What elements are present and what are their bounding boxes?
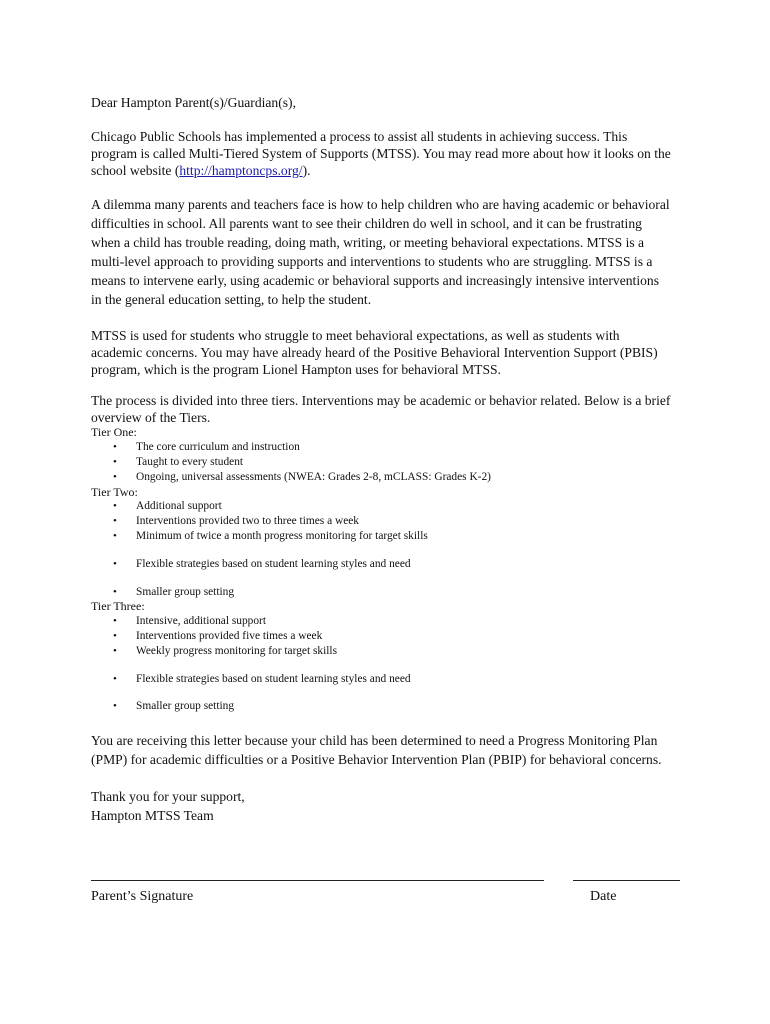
intro-text-end: ). [302, 163, 311, 178]
tier-two-label: Tier Two: [91, 485, 138, 499]
list-item: • Flexible strategies based on student learning styles and need [113, 558, 411, 570]
bullet-icon: • [113, 700, 117, 712]
bullet-icon: • [113, 471, 117, 483]
bullet-icon: • [113, 441, 117, 453]
bullet-icon: • [113, 630, 117, 642]
school-website-link[interactable]: http://hamptoncps.org/ [179, 163, 303, 178]
tier-three-label: Tier Three: [91, 599, 145, 613]
list-item: • Ongoing, universal assessments (NWEA: Grades 2-8, mCLASS: Grades K-2) [113, 471, 491, 483]
list-item: • Additional support [113, 500, 222, 512]
greeting: Dear Hampton Parent(s)/Guardian(s), [91, 95, 296, 110]
dilemma-paragraph: A dilemma many parents and teachers face is how to help children who are having academic or behavioral difficulties in school. All parents want to see their children do well in school, and it can be frustrating when a child has trouble reading, doing math, writing, or meeting behavioral expectations. MTSS is a multi-level approach to providing supports and interventions to students who are struggling. MTSS is a means to intervene early, using academic or behavioral supports and increasingly intensive interventions in the general education setting, to help the student. [91, 197, 670, 307]
bullet-icon: • [113, 586, 117, 598]
tier-one-label: Tier One: [91, 425, 137, 439]
list-item: • Interventions provided two to three times a week [113, 515, 360, 527]
bullet-icon: • [113, 515, 117, 527]
bullet-icon: • [113, 500, 117, 512]
intro-text: Chicago Public Schools has implemented a process to assist all students in achieving success. This program is called Multi-Tiered System of Supports (MTSS). You may read more about how it looks on the school website ( [91, 129, 671, 178]
bullet-icon: • [113, 530, 117, 542]
list-item: • Interventions provided five times a week [113, 630, 323, 642]
list-item: • Minimum of twice a month progress monitoring for target skills [113, 530, 428, 542]
list-item: • Smaller group setting [113, 700, 235, 712]
list-item: • Smaller group setting [113, 586, 235, 598]
parent-signature-line[interactable] [91, 880, 544, 881]
list-item: • Weekly progress monitoring for target skills [113, 645, 338, 657]
parent-signature-label: Parent’s Signature [91, 889, 194, 904]
date-label: Date [590, 889, 617, 904]
bullet-icon: • [113, 673, 117, 685]
list-item: • The core curriculum and instruction [113, 441, 300, 453]
pmp-paragraph: You are receiving this letter because your child has been determined to need a Progress Monitoring Plan (PMP) for academic difficulties or a Positive Behavior Intervention Plan (PBIP) for behavioral concerns. [91, 733, 662, 767]
list-item: • Taught to every student [113, 456, 244, 468]
closing-team: Hampton MTSS Team [91, 808, 214, 823]
intro-paragraph [91, 128, 671, 179]
list-item: • Flexible strategies based on student learning styles and need [113, 673, 411, 685]
tiers-overview-paragraph: The process is divided into three tiers. Interventions may be academic or behavior related. Below is a brief overview of the Tiers. [91, 393, 671, 425]
bullet-icon: • [113, 456, 117, 468]
pbis-paragraph: MTSS is used for students who struggle to meet behavioral expectations, as well as students with academic concerns. You may have already heard of the Positive Behavioral Intervention Support (PBIS) program, which is the program Lionel Hampton uses for behavioral MTSS. [91, 328, 658, 377]
bullet-icon: • [113, 558, 117, 570]
list-item: • Intensive, additional support [113, 615, 267, 627]
date-line[interactable] [573, 880, 680, 881]
bullet-icon: • [113, 615, 117, 627]
bullet-icon: • [113, 645, 117, 657]
closing-thanks: Thank you for your support, [91, 789, 245, 804]
